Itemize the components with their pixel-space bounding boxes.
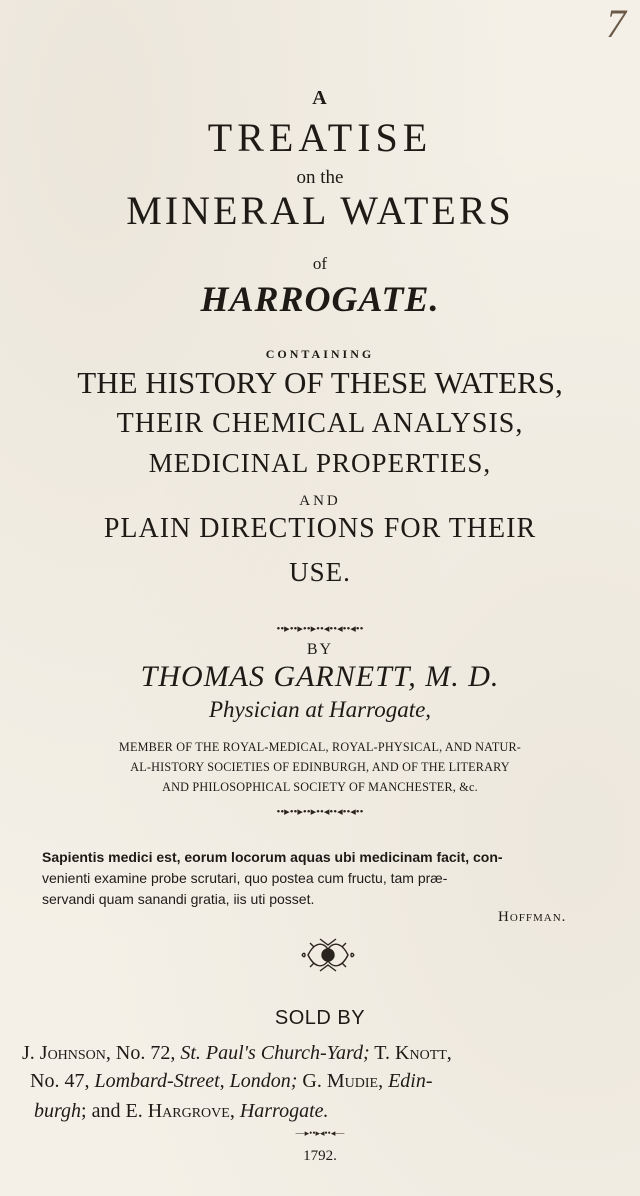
contents-line-1: THE HISTORY OF THESE WATERS,: [77, 365, 563, 400]
ornamental-rule: —▸••▸◂••◂—: [295, 1128, 345, 1138]
epigraph-line-3: servandi quam sanandi gratia, iis uti posset.: [42, 891, 315, 907]
title-treatise: TREATISE: [207, 115, 433, 160]
ornamental-rule: ••▸••▸••▸••◂••◂••◂••: [276, 806, 364, 818]
imprint-comma: ,: [229, 1100, 240, 1122]
imprint-line-2: [30, 1070, 433, 1093]
address-hargrove: Harrogate.: [239, 1100, 329, 1122]
title-of: of: [312, 254, 328, 273]
address-mudie-end: burgh: [34, 1100, 82, 1122]
publication-year: 1792.: [303, 1148, 337, 1164]
imprint-line-3: [34, 1100, 329, 1123]
author-by: BY: [306, 641, 334, 658]
epigraph-line-2: venienti examine probe scrutari, quo postea cum fructu, tam præ-: [42, 870, 448, 886]
publisher-johnson: J. Johnson: [22, 1042, 106, 1064]
address-mudie-start: Edin-: [388, 1070, 433, 1092]
contents-line-2: THEIR CHEMICAL ANALYSIS,: [116, 408, 524, 439]
publisher-hargrove: Hargrove: [147, 1100, 230, 1122]
membership-line-1: MEMBER OF THE ROYAL-MEDICAL, ROYAL-PHYSICAL, AND NATUR-: [118, 740, 522, 754]
epigraph-line-1: Sapientis medici est, eorum locorum aquas ubi medicinam facit, con-: [42, 849, 503, 865]
membership-line-2: AL-HISTORY SOCIETIES OF EDINBURGH, AND OF THE LITERARY: [130, 760, 510, 774]
address-johnson-street: St. Paul's Church-Yard;: [180, 1042, 370, 1064]
contents-heading: CONTAINING: [265, 347, 375, 361]
title-on-the: on the: [296, 167, 344, 188]
ornamental-rule: ••▸••▸••▸••◂••◂••◂••: [276, 623, 364, 635]
membership-line-3: AND PHILOSOPHICAL SOCIETY OF MANCHESTER, &c.: [162, 780, 478, 794]
publisher-knott: T. Knott,: [369, 1042, 452, 1064]
contents-line-4: PLAIN DIRECTIONS FOR THEIR: [103, 513, 537, 544]
address-knott-number: No. 47,: [30, 1070, 95, 1092]
contents-line-3: MEDICINAL PROPERTIES,: [148, 448, 492, 478]
imprint-sold-by: SOLD BY: [274, 1007, 366, 1029]
address-knott-street: Lombard-Street, London;: [94, 1070, 298, 1092]
contents-and: AND: [299, 493, 341, 509]
author-position: Physician at Harrogate,: [208, 697, 432, 722]
corner-page-mark: 7: [606, 1, 626, 46]
title-harrogate: HARROGATE.: [200, 279, 440, 319]
title-mineral-waters: MINERAL WATERS: [126, 188, 514, 233]
epigraph-attribution: Hoffman.: [498, 909, 567, 925]
title-article: A: [312, 87, 328, 109]
contents-line-5: USE.: [289, 557, 351, 587]
imprint-and: ; and E.: [81, 1100, 148, 1122]
printers-ornament-icon: [300, 935, 356, 975]
address-johnson: , No. 72,: [105, 1042, 181, 1064]
publisher-mudie: G. Mudie,: [297, 1070, 389, 1092]
imprint-line-1: [22, 1042, 452, 1065]
author-name: THOMAS GARNETT, M. D.: [140, 660, 500, 693]
